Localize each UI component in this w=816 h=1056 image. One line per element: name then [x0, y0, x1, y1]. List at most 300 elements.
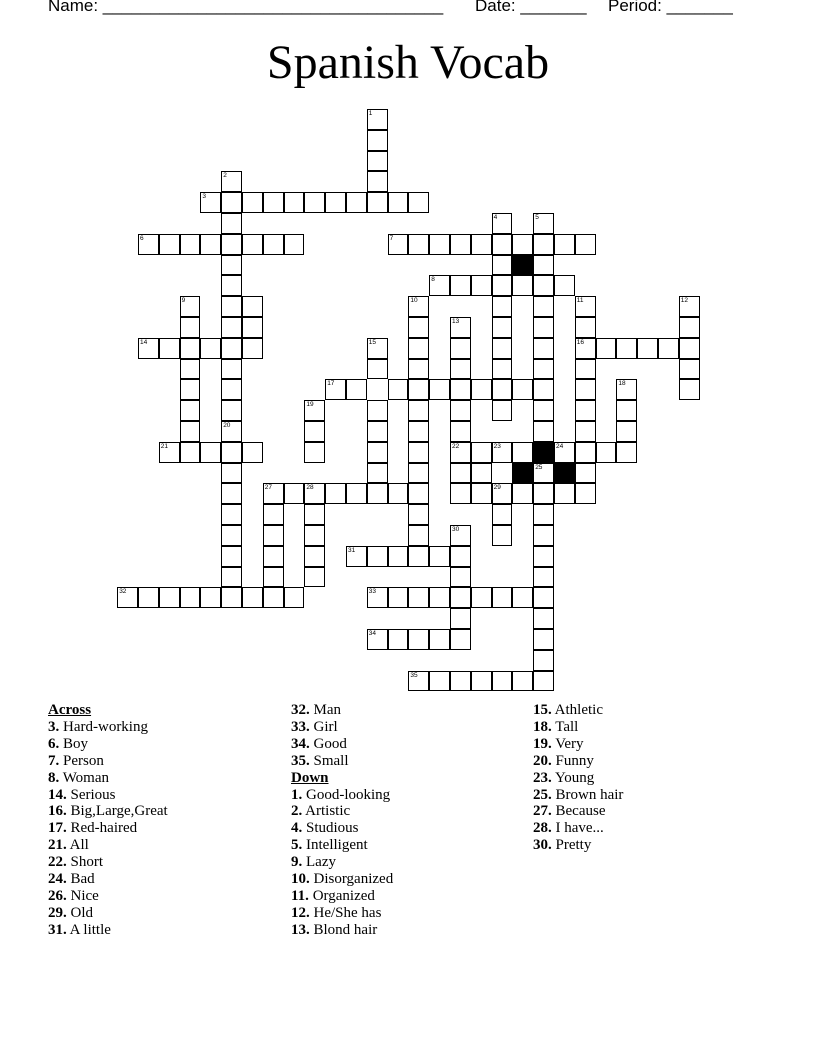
grid-cell[interactable]	[471, 442, 492, 463]
clue-num: 11.	[291, 887, 309, 904]
grid-cell[interactable]	[450, 587, 471, 608]
grid-cell[interactable]	[679, 296, 700, 317]
grid-cell[interactable]	[575, 483, 596, 504]
grid-cell[interactable]	[325, 192, 346, 213]
grid-cell[interactable]	[533, 379, 554, 400]
clue-text: Woman	[59, 769, 110, 786]
grid-cell[interactable]	[596, 338, 617, 359]
grid-cell[interactable]	[616, 442, 637, 463]
grid-cell[interactable]	[533, 546, 554, 567]
grid-cell[interactable]	[346, 546, 367, 567]
clue-text: Pretty	[551, 837, 592, 854]
grid-cell[interactable]	[679, 338, 700, 359]
grid-cell[interactable]	[450, 275, 471, 296]
grid-cell[interactable]	[221, 338, 242, 359]
clue-item	[533, 753, 763, 770]
grid-cell[interactable]	[159, 442, 180, 463]
clue-text: Bad	[66, 871, 95, 888]
clue-number: 25	[535, 463, 543, 471]
grid-cell[interactable]	[408, 192, 429, 213]
grid-cell[interactable]	[554, 483, 575, 504]
grid-cell[interactable]	[450, 400, 471, 421]
grid-cell[interactable]	[533, 275, 554, 296]
grid-cell[interactable]	[533, 296, 554, 317]
clue-num: 5.	[291, 837, 303, 854]
grid-cell[interactable]	[180, 442, 201, 463]
grid-cell[interactable]	[304, 442, 325, 463]
grid-cell[interactable]	[263, 587, 284, 608]
grid-cell[interactable]	[221, 234, 242, 255]
grid-cell[interactable]	[429, 275, 450, 296]
clue-num: 17.	[48, 820, 67, 837]
grid-cell[interactable]	[408, 504, 429, 525]
clue-item	[291, 719, 521, 736]
grid-cell[interactable]	[242, 442, 263, 463]
clue-num: 13.	[291, 921, 310, 938]
clue-text: All	[66, 837, 89, 854]
grid-cell[interactable]	[388, 546, 409, 567]
clue-item	[48, 787, 278, 804]
clue-number: 23	[493, 442, 501, 450]
grid-cell[interactable]	[408, 234, 429, 255]
grid-cell[interactable]	[408, 317, 429, 338]
grid-cell[interactable]	[408, 421, 429, 442]
clue-num: 26.	[48, 887, 67, 904]
grid-cell[interactable]	[221, 504, 242, 525]
grid-cell[interactable]	[492, 483, 513, 504]
period-line[interactable]: Period: _______	[608, 0, 733, 15]
grid-cell[interactable]	[221, 463, 242, 484]
clue-text: Very	[551, 735, 584, 752]
grid-cell[interactable]	[679, 359, 700, 380]
grid-cell[interactable]	[367, 442, 388, 463]
clue-num: 20.	[533, 752, 552, 769]
grid-cell[interactable]	[388, 379, 409, 400]
grid-cell[interactable]	[242, 192, 263, 213]
grid-cell[interactable]	[304, 525, 325, 546]
clue-num: 14.	[48, 786, 67, 803]
clue-item	[533, 820, 763, 837]
grid-cell[interactable]	[533, 629, 554, 650]
grid-cell[interactable]	[180, 359, 201, 380]
clue-num: 15.	[533, 702, 552, 718]
grid-cell[interactable]	[200, 192, 221, 213]
grid-cell[interactable]	[492, 525, 513, 546]
grid-cell[interactable]	[450, 567, 471, 588]
grid-cell[interactable]	[679, 379, 700, 400]
grid-cell[interactable]	[346, 379, 367, 400]
grid-cell[interactable]	[492, 504, 513, 525]
grid-cell[interactable]	[471, 483, 492, 504]
grid-cell[interactable]	[325, 379, 346, 400]
grid-cell[interactable]	[554, 275, 575, 296]
clue-item	[291, 905, 521, 922]
clue-text: Brown hair	[551, 786, 624, 803]
clue-item	[48, 905, 278, 922]
date-line[interactable]: Date: _______	[475, 0, 587, 15]
clue-text: Because	[551, 803, 606, 820]
grid-cell[interactable]	[533, 400, 554, 421]
grid-cell[interactable]	[367, 171, 388, 192]
clue-num: 30.	[533, 837, 552, 854]
grid-cell[interactable]	[679, 317, 700, 338]
grid-cell[interactable]	[554, 442, 575, 463]
grid-cell[interactable]	[408, 463, 429, 484]
grid-cell[interactable]	[450, 379, 471, 400]
grid-cell[interactable]	[450, 234, 471, 255]
clue-num: 32.	[291, 702, 310, 718]
grid-cell[interactable]	[221, 567, 242, 588]
clue-num: 31.	[48, 921, 67, 938]
clue-text: Young	[551, 769, 595, 786]
grid-cell[interactable]	[512, 234, 533, 255]
grid-cell[interactable]	[429, 587, 450, 608]
grid-cell[interactable]	[408, 400, 429, 421]
grid-cell[interactable]	[242, 234, 263, 255]
grid-cell[interactable]	[616, 400, 637, 421]
grid-cell[interactable]	[180, 379, 201, 400]
grid-cell[interactable]	[533, 421, 554, 442]
grid-cell[interactable]	[533, 525, 554, 546]
clue-text: Short	[66, 854, 104, 871]
grid-cell[interactable]	[492, 213, 513, 234]
clue-item	[48, 770, 278, 787]
clue-text: Serious	[66, 786, 116, 803]
clue-num: 35.	[291, 752, 310, 769]
grid-cell[interactable]	[200, 338, 221, 359]
grid-cell[interactable]	[242, 317, 263, 338]
clue-item	[291, 702, 521, 719]
grid-cell[interactable]	[180, 421, 201, 442]
grid-cell[interactable]	[429, 671, 450, 692]
grid-cell[interactable]	[180, 296, 201, 317]
grid-cell[interactable]	[367, 463, 388, 484]
grid-cell[interactable]	[263, 546, 284, 567]
grid-cell[interactable]	[575, 359, 596, 380]
grid-cell[interactable]	[221, 587, 242, 608]
grid-cell[interactable]	[367, 629, 388, 650]
clue-number: 5	[535, 214, 539, 221]
clue-item	[533, 837, 763, 854]
grid-cell[interactable]	[346, 483, 367, 504]
grid-cell[interactable]	[408, 338, 429, 359]
grid-cell[interactable]	[512, 275, 533, 296]
clue-item	[533, 803, 763, 820]
grid-cell[interactable]	[450, 421, 471, 442]
clue-num: 19.	[533, 735, 552, 752]
grid-cell[interactable]	[180, 338, 201, 359]
grid-cell[interactable]	[159, 338, 180, 359]
grid-cell[interactable]	[492, 359, 513, 380]
grid-cell[interactable]	[471, 275, 492, 296]
grid-cell[interactable]	[304, 400, 325, 421]
grid-cell[interactable]	[263, 483, 284, 504]
grid-cell[interactable]	[450, 546, 471, 567]
grid-cell[interactable]	[471, 234, 492, 255]
grid-cell[interactable]	[408, 671, 429, 692]
clue-item	[291, 922, 521, 939]
grid-cell[interactable]	[450, 525, 471, 546]
grid-cell[interactable]	[471, 379, 492, 400]
grid-cell[interactable]	[512, 671, 533, 692]
grid-cell[interactable]	[221, 421, 242, 442]
grid-cell[interactable]	[616, 421, 637, 442]
grid-cell[interactable]	[492, 317, 513, 338]
grid-cell[interactable]	[242, 338, 263, 359]
grid-cell[interactable]	[221, 525, 242, 546]
grid-cell[interactable]	[367, 421, 388, 442]
grid-cell[interactable]	[263, 504, 284, 525]
grid-cell[interactable]	[388, 483, 409, 504]
grid-cell[interactable]	[492, 671, 513, 692]
grid-cell[interactable]	[450, 338, 471, 359]
clue-number: 31	[348, 546, 356, 554]
grid-cell[interactable]	[200, 442, 221, 463]
grid-cell[interactable]	[512, 379, 533, 400]
clue-text: Man	[309, 702, 341, 718]
clue-item	[533, 702, 763, 719]
grid-cell[interactable]	[512, 587, 533, 608]
grid-cell[interactable]	[575, 442, 596, 463]
grid-cell[interactable]	[367, 109, 388, 130]
grid-cell[interactable]	[304, 546, 325, 567]
clue-text: Red-haired	[66, 820, 138, 837]
clue-item	[48, 803, 278, 820]
grid-cell[interactable]	[533, 234, 554, 255]
grid-cell[interactable]	[408, 546, 429, 567]
grid-cell[interactable]	[450, 608, 471, 629]
grid-cell[interactable]	[471, 463, 492, 484]
grid-cell[interactable]	[492, 379, 513, 400]
clue-text: Good-looking	[302, 786, 391, 803]
clue-number: 35	[410, 671, 418, 679]
grid-cell[interactable]	[325, 483, 346, 504]
grid-cell[interactable]	[408, 442, 429, 463]
grid-cell[interactable]	[533, 504, 554, 525]
grid-cell[interactable]	[367, 338, 388, 359]
grid-cell[interactable]	[284, 192, 305, 213]
grid-cell[interactable]	[388, 234, 409, 255]
grid-cell[interactable]	[533, 359, 554, 380]
grid-cell[interactable]	[450, 463, 471, 484]
grid-cell[interactable]	[221, 546, 242, 567]
grid-cell[interactable]	[221, 442, 242, 463]
grid-cell[interactable]	[512, 483, 533, 504]
grid-cell[interactable]	[450, 629, 471, 650]
grid-cell[interactable]	[533, 317, 554, 338]
grid-cell[interactable]	[408, 296, 429, 317]
grid-cell[interactable]	[159, 234, 180, 255]
grid-cell[interactable]	[533, 255, 554, 276]
grid-cell[interactable]	[304, 421, 325, 442]
grid-cell[interactable]	[450, 359, 471, 380]
grid-cell[interactable]	[221, 192, 242, 213]
clue-num: 25.	[533, 786, 552, 803]
clue-num: 33.	[291, 718, 310, 735]
clue-number: 24	[556, 442, 564, 450]
grid-cell[interactable]	[533, 608, 554, 629]
grid-cell[interactable]	[388, 587, 409, 608]
clue-num: 29.	[48, 904, 67, 921]
clue-num: 9.	[291, 854, 303, 871]
grid-cell[interactable]	[263, 192, 284, 213]
grid-cell[interactable]	[575, 400, 596, 421]
clue-item	[291, 837, 521, 854]
grid-cell[interactable]	[367, 587, 388, 608]
grid-cell[interactable]	[221, 400, 242, 421]
clue-number: 29	[493, 484, 501, 492]
grid-cell[interactable]	[492, 338, 513, 359]
grid-cell[interactable]	[658, 338, 679, 359]
grid-cell[interactable]	[575, 463, 596, 484]
grid-cell[interactable]	[492, 255, 513, 276]
grid-cell[interactable]	[492, 400, 513, 421]
grid-cell[interactable]	[138, 587, 159, 608]
grid-cell[interactable]	[492, 275, 513, 296]
grid-cell[interactable]	[388, 629, 409, 650]
grid-cell[interactable]	[450, 671, 471, 692]
grid-cell[interactable]	[408, 483, 429, 504]
grid-cell[interactable]	[242, 296, 263, 317]
grid-cell[interactable]	[117, 587, 138, 608]
grid-cell[interactable]	[180, 587, 201, 608]
grid-cell[interactable]	[492, 296, 513, 317]
grid-cell[interactable]	[575, 234, 596, 255]
grid-cell[interactable]	[367, 130, 388, 151]
grid-cell[interactable]	[263, 525, 284, 546]
grid-cell[interactable]	[304, 483, 325, 504]
clue-number: 21	[160, 442, 169, 450]
clue-item	[291, 736, 521, 753]
clue-number: 16	[576, 338, 585, 346]
clue-number: 33	[368, 588, 377, 596]
grid-cell[interactable]	[450, 442, 471, 463]
grid-cell[interactable]	[200, 234, 221, 255]
grid-cell[interactable]	[533, 671, 554, 692]
grid-cell[interactable]	[180, 400, 201, 421]
grid-cell[interactable]	[533, 463, 554, 484]
grid-cell[interactable]	[533, 213, 554, 234]
grid-cell[interactable]	[221, 255, 242, 276]
grid-cell[interactable]	[408, 587, 429, 608]
grid-cell[interactable]	[221, 171, 242, 192]
grid-cell[interactable]	[575, 317, 596, 338]
clue-item	[48, 736, 278, 753]
grid-cell[interactable]	[284, 587, 305, 608]
clue-number: 27	[264, 484, 273, 492]
clue-text: Good	[309, 735, 347, 752]
grid-cell[interactable]	[138, 338, 159, 359]
clue-number: 12	[680, 297, 689, 305]
grid-cell[interactable]	[159, 587, 180, 608]
grid-cell[interactable]	[408, 629, 429, 650]
clue-number: 8	[431, 276, 435, 284]
grid-cell[interactable]	[304, 504, 325, 525]
clue-num: 7.	[48, 752, 60, 769]
grid-cell[interactable]	[367, 483, 388, 504]
grid-cell[interactable]	[367, 192, 388, 213]
grid-cell[interactable]	[408, 525, 429, 546]
grid-cell[interactable]	[138, 234, 159, 255]
grid-cell[interactable]	[221, 275, 242, 296]
grid-cell[interactable]	[180, 234, 201, 255]
grid-cell[interactable]	[533, 567, 554, 588]
grid-cell[interactable]	[200, 587, 221, 608]
grid-cell[interactable]	[429, 546, 450, 567]
grid-cell[interactable]	[575, 296, 596, 317]
grid-cell[interactable]	[616, 338, 637, 359]
grid-cell[interactable]	[554, 234, 575, 255]
grid-cell[interactable]	[512, 442, 533, 463]
grid-cell[interactable]	[367, 546, 388, 567]
grid-cell[interactable]	[450, 483, 471, 504]
grid-cell[interactable]	[429, 234, 450, 255]
clue-item	[48, 820, 278, 837]
grid-cell[interactable]	[367, 359, 388, 380]
grid-cell[interactable]	[408, 379, 429, 400]
clue-num: 22.	[48, 854, 67, 871]
grid-cell[interactable]	[637, 338, 658, 359]
grid-cell[interactable]	[304, 192, 325, 213]
grid-cell[interactable]	[575, 421, 596, 442]
grid-cell[interactable]	[367, 151, 388, 172]
grid-cell[interactable]	[492, 442, 513, 463]
clue-num: 10.	[291, 871, 310, 888]
grid-cell[interactable]	[180, 317, 201, 338]
clue-num: 3.	[48, 718, 60, 735]
grid-cell[interactable]	[596, 442, 617, 463]
grid-cell[interactable]	[408, 359, 429, 380]
name-line[interactable]: Name: ____________________________________	[48, 0, 444, 15]
grid-cell[interactable]	[221, 296, 242, 317]
grid-cell[interactable]	[429, 629, 450, 650]
grid-cell[interactable]	[367, 400, 388, 421]
grid-cell[interactable]	[221, 359, 242, 380]
grid-cell[interactable]	[533, 650, 554, 671]
clue-text: A little	[66, 921, 111, 938]
grid-cell[interactable]	[242, 587, 263, 608]
grid-cell[interactable]	[533, 587, 554, 608]
grid-cell[interactable]	[221, 213, 242, 234]
grid-cell[interactable]	[221, 483, 242, 504]
grid-cell[interactable]	[221, 379, 242, 400]
grid-cell[interactable]	[575, 379, 596, 400]
grid-cell[interactable]	[616, 379, 637, 400]
grid-cell[interactable]	[284, 483, 305, 504]
grid-cell[interactable]	[304, 567, 325, 588]
clue-text: Big,Large,Great	[66, 803, 168, 820]
grid-cell[interactable]	[471, 587, 492, 608]
grid-cell[interactable]	[575, 338, 596, 359]
grid-cell[interactable]	[388, 192, 409, 213]
grid-cell[interactable]	[492, 234, 513, 255]
grid-cell[interactable]	[263, 234, 284, 255]
grid-cell[interactable]	[492, 587, 513, 608]
clue-num: 28.	[533, 820, 552, 837]
grid-cell[interactable]	[346, 192, 367, 213]
grid-cell[interactable]	[284, 234, 305, 255]
grid-cell[interactable]	[450, 317, 471, 338]
clue-num: 24.	[48, 871, 67, 888]
grid-cell[interactable]	[471, 671, 492, 692]
grid-cell[interactable]	[533, 338, 554, 359]
grid-cell[interactable]	[263, 567, 284, 588]
grid-cell[interactable]	[221, 317, 242, 338]
clue-num: 23.	[533, 769, 552, 786]
grid-cell[interactable]	[533, 483, 554, 504]
clue-item	[533, 770, 763, 787]
grid-cell[interactable]	[429, 379, 450, 400]
